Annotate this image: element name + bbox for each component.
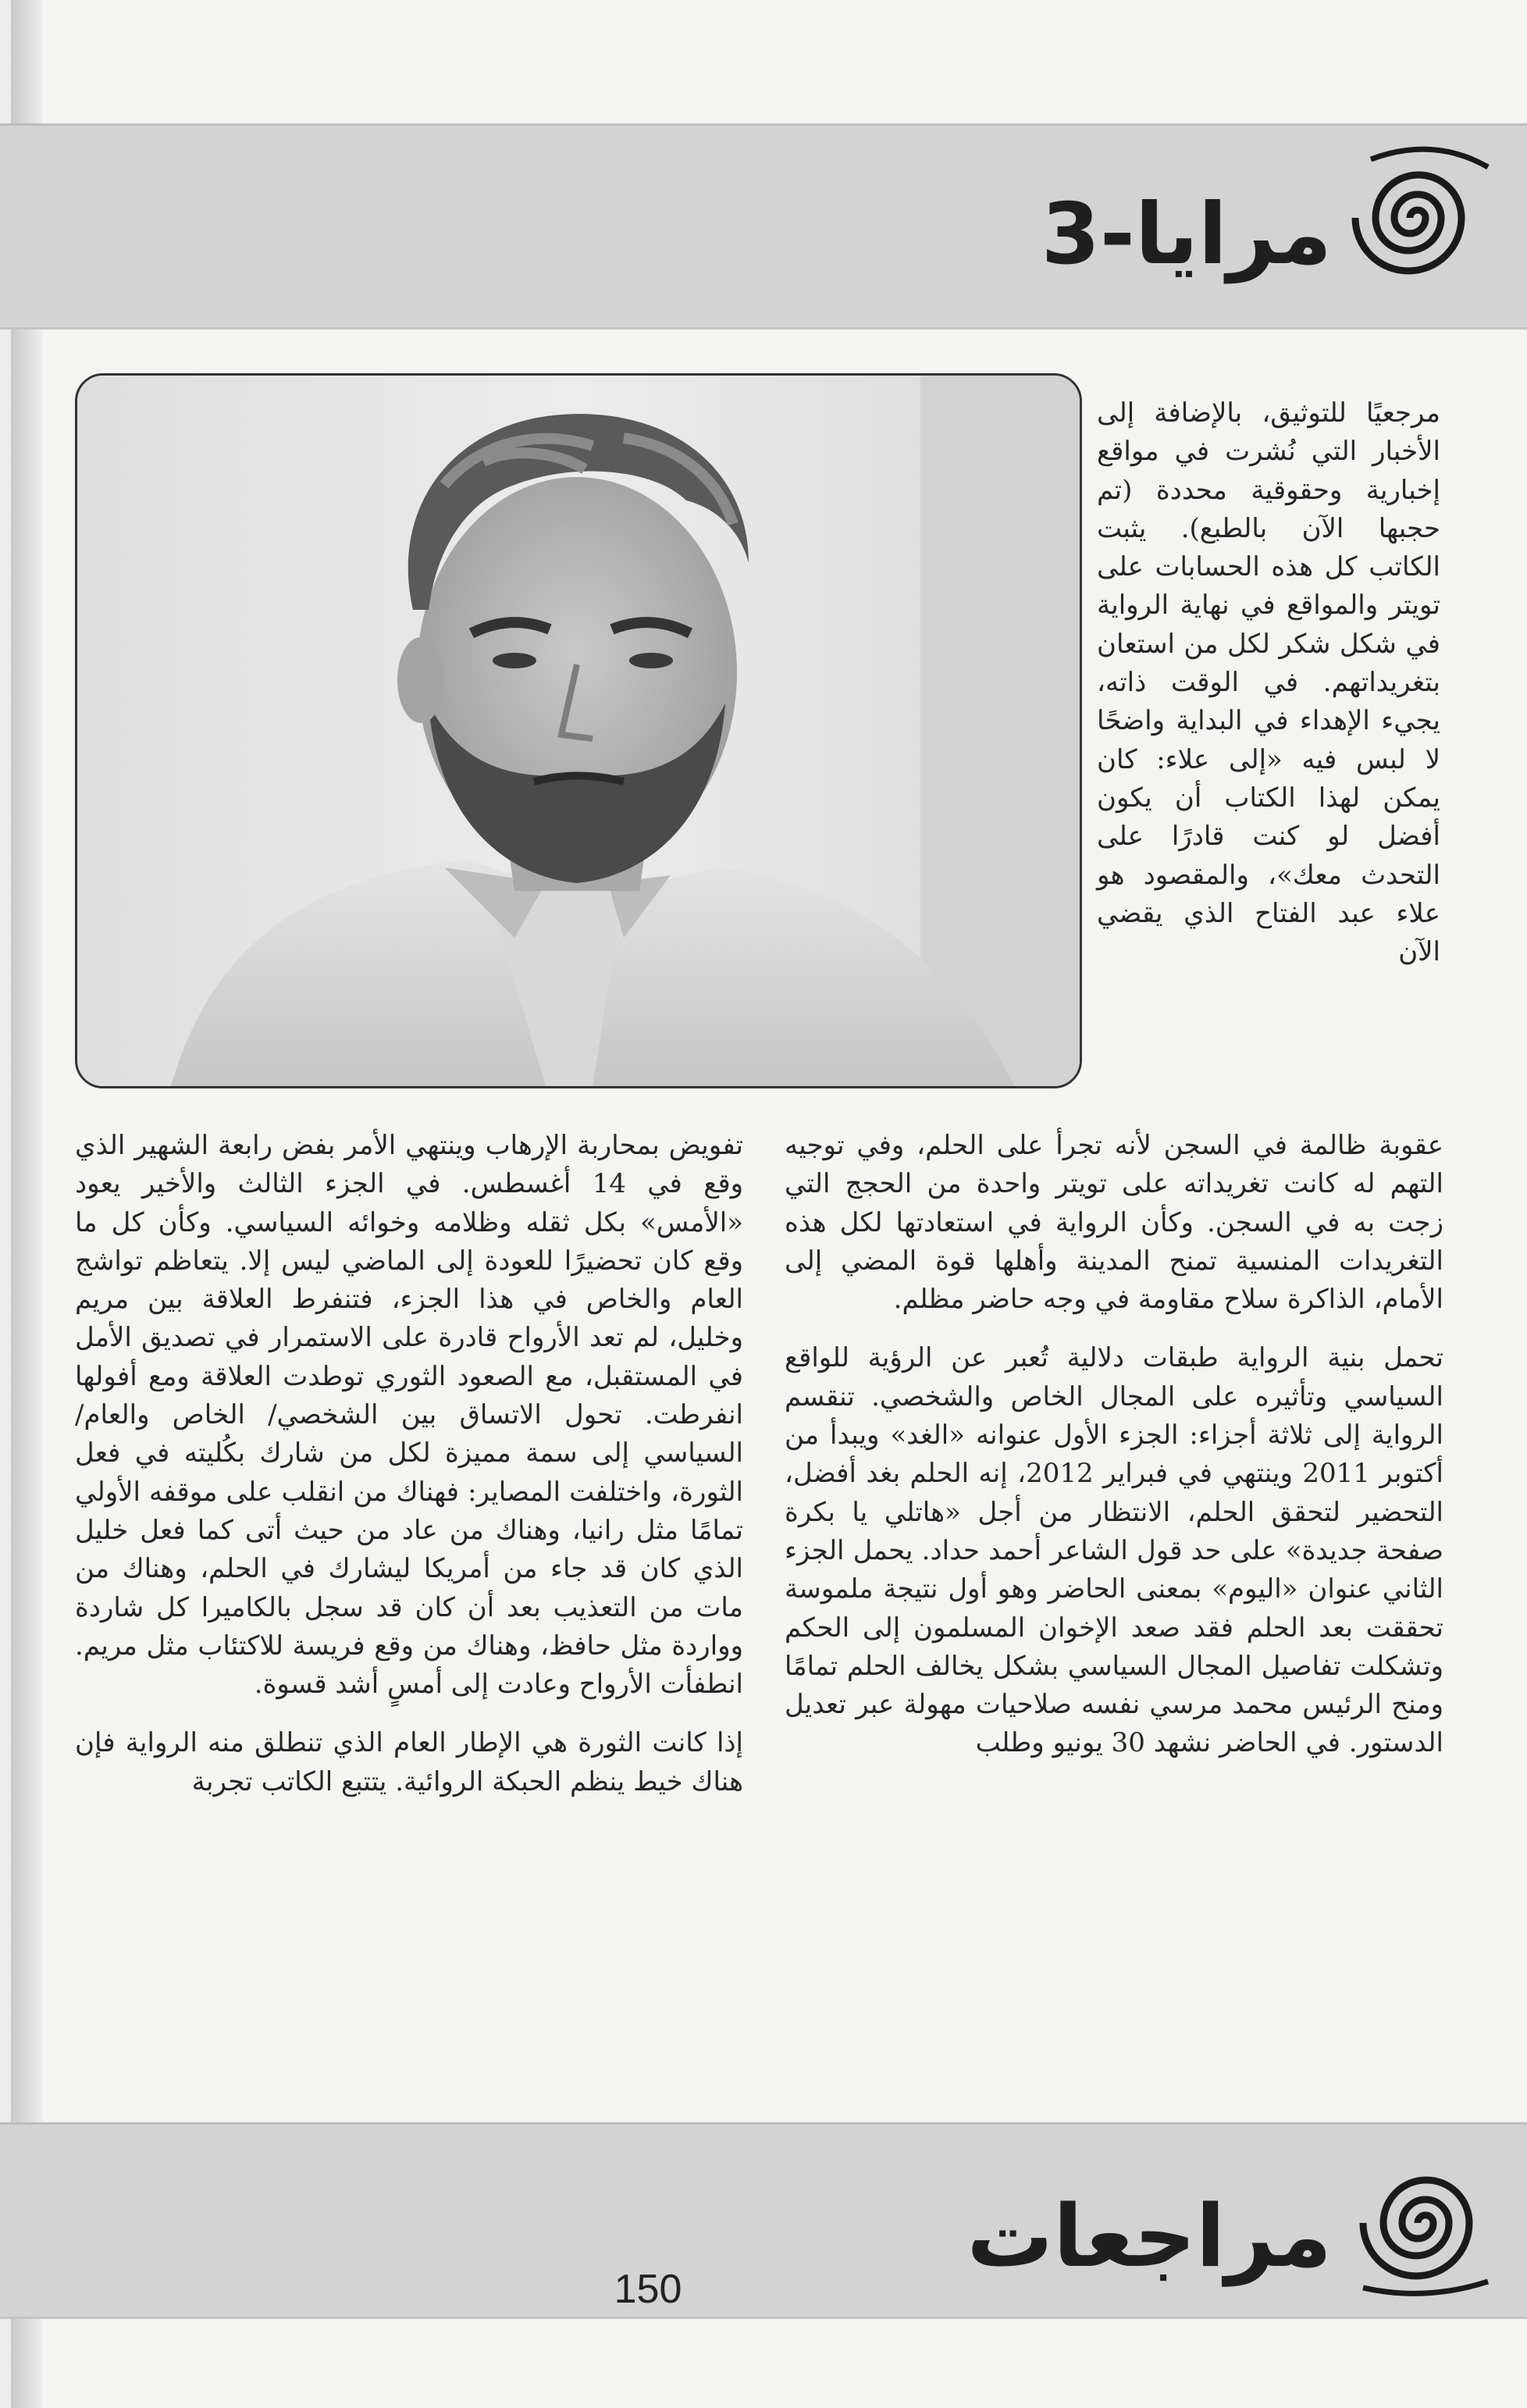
article-column-right-top — [1097, 394, 1440, 971]
paragraph: تفويض بمحاربة الإرهاب وينتهي الأمر بفض رابعة الشهير الذي وقع في 14 أغسطس. في الجزء الثالث والأخير يعود «الأمس» بكل ثقله وظلامه وخوائه السياسي. وكأن كل ما وقع كان تحضيرًا للعودة إلى الماضي ليس إلا. يتعاظم تواشج العام والخاص في هذا الجزء، فتنفرط العلاقة بين مريم وخليل، لم تعد الأرواح قادرة على الاستمرار في تصديق الأمل في المستقبل، مع الصعود الثوري توطدت العلاقة ومع أفولها انفرطت. تحول الاتساق بين الشخصي/ الخاص والعام/ السياسي إلى سمة مميزة لكل من شارك بكُليته في فعل الثورة، واختلفت المصاير: فهناك من انقلب على موقفه الأولي تمامًا مثل رانيا، وهناك من عاد من حيث أتى كما فعل خليل الذي كان قد جاء من أمريكا ليشارك في الحلم، وهناك من مات من التعذيب بعد أن كان قد سجل بالكاميرا كل شاردة وواردة مثل حافظ، وهناك من وقع فريسة للاكتئاب مثل مريم. انطفأت الأرواح وعادت إلى أمسٍ أشد قسوة. — [75, 1130, 743, 1701]
page-number: 150 — [614, 2267, 682, 2312]
footer-section-title: مراجعات — [966, 2186, 1332, 2286]
page-fold-shadow — [11, 0, 42, 2408]
paragraph: إذا كانت الثورة هي الإطار العام الذي تنطلق منه الرواية فإن هناك خيط ينظم الحبكة الروائية. يتتبع الكاتب تجربة — [75, 1727, 743, 1797]
spiral-ornament-icon — [1340, 144, 1496, 292]
section-title: مرايا-3 — [1041, 186, 1332, 283]
article-column-right — [785, 1127, 1443, 1763]
article-column-left — [75, 1127, 743, 1801]
spiral-ornament-icon — [1347, 2149, 1504, 2297]
paragraph: عقوبة ظالمة في السجن لأنه تجرأ على الحلم، وفي توجيه التهم له كانت تغريداته على تويتر واحدة من الحجج التي زجت به في السجن. وكأن الرواية في استعادتها لكل هذه التغريدات المنسية تمنح المدينة وأهلها قوة المضي إلى الأمام، الذاكرة سلاح مقاومة في وجه حاضر مظلم. — [785, 1130, 1443, 1316]
author-photo — [75, 373, 1082, 1088]
paragraph: مرجعيًا للتوثيق، بالإضافة إلى الأخبار التي نُشرت في مواقع إخبارية وحقوقية محددة (تم حجبها الآن بالطبع). يثبت الكاتب كل هذه الحسابات على تويتر والمواقع في نهاية الرواية في شكل شكر لكل من استعان بتغريداتهم. في الوقت ذاته، يجيء الإهداء في البداية واضحًا لا لبس فيه «إلى علاء: كان يمكن لهذا الكتاب أن يكون أفضل لو كنت قادرًا على التحدث معك»، والمقصود هو علاء عبد الفتاح الذي يقضي الآن — [1097, 397, 1440, 968]
paragraph: تحمل بنية الرواية طبقات دلالية تُعبر عن الرؤية للواقع السياسي وتأثيره على المجال الخاص والشخصي. تنقسم الرواية إلى ثلاثة أجزاء: الجزء الأول عنوانه «الغد» ويبدأ من أكتوبر 2011 وينتهي في فبراير 2012، إنه الحلم بغد أفضل، التحضير لتحقق الحلم، الانتظار من أجل «هاتلي يا بكرة صفحة جديدة» على حد قول الشاعر أحمد حداد. يحمل الجزء الثاني عنوان «اليوم» بمعنى الحاضر وهو أول نتيجة ملموسة تحققت بعد الحلم فقد صعد الإخوان المسلمون إلى الحكم وتشكلت تفاصيل المجال السياسي بشكل يخالف الحلم تمامًا ومنح الرئيس محمد مرسي نفسه صلاحيات مهولة عبر تعديل الدستور. في الحاضر نشهد 30 يونيو وطلب — [785, 1342, 1443, 1759]
